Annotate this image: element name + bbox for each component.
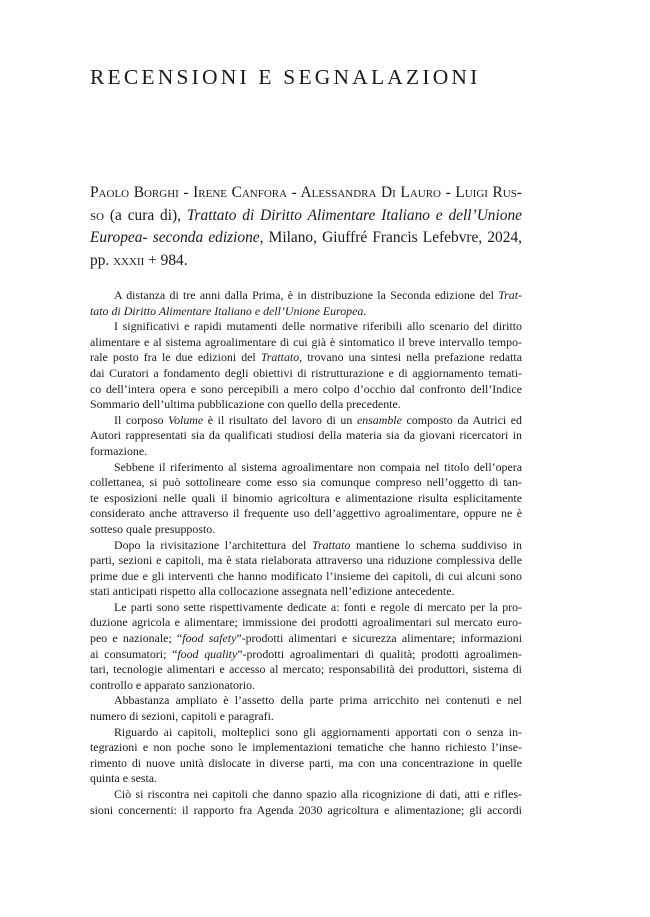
text-segment: numero di sezioni, capitoli e paragrafi. <box>90 709 274 724</box>
text-segment: Sebbene il riferimento al sistema agroalimentare non compaia nel titolo dell’opera <box>114 459 522 474</box>
text-segment: trovano una sintesi nella prefazione redatta <box>302 350 522 365</box>
text-segment: ”-prodotti alimentari e sicurezza alimentare; informazioni <box>236 631 522 646</box>
text-segment: ai consumatori; “ <box>90 646 178 661</box>
text-segment: è il risultato del lavoro di un <box>203 412 357 427</box>
text-line <box>90 397 522 413</box>
italic-text: Trat- <box>498 288 522 302</box>
text-segment: A distanza di tre anni dalla Prima, è in distribuzione la Seconda edizione del <box>114 288 499 302</box>
text-segment: alimentare e al sistema agroalimentare di cui già è sintomatico il breve intervallo tempo- <box>90 334 522 349</box>
italic-text: Volume <box>168 412 204 427</box>
review-body <box>90 288 522 818</box>
text-segment: quinta e sesta. <box>90 771 158 786</box>
italic-text: food safety <box>182 631 237 646</box>
citation-authors-end: so <box>90 206 105 224</box>
citation-pages-prefix: pp. <box>90 251 114 269</box>
text-line <box>90 522 522 538</box>
text-line <box>90 475 522 491</box>
text-segment: rale posto fra le due edizioni del <box>90 350 261 365</box>
text-segment: peo e nazionale; “ <box>90 631 183 646</box>
text-line <box>90 693 522 709</box>
citation-authors: Paolo Borghi - Irene Canfora - Alessandra Di Lauro - Luigi Rus- <box>90 184 522 201</box>
text-segment: tari, tecnologie alimentari e accesso al mercato; responsabilità dei produttori, sistema di <box>90 662 522 677</box>
citation-publication: Milano, Giuffré Francis Lefebvre, 2024, <box>263 229 522 246</box>
text-segment: Le parti sono sette rispettivamente dedicate a: fonti e regole di mercato per la pro- <box>114 599 522 614</box>
italic-text: Trattato <box>312 537 351 552</box>
text-line <box>90 319 522 335</box>
text-line <box>90 631 522 647</box>
text-segment: mantiene lo schema suddiviso in <box>350 537 522 552</box>
text-line <box>90 382 522 398</box>
citation-editors-note: (a cura di), <box>104 206 187 224</box>
text-line <box>90 725 522 741</box>
text-segment: considerato anche attraverso il frequente uso dell’aggettivo agroalimentare, oppure ne è <box>90 506 522 521</box>
text-segment: prime due e gli interventi che hanno modificato l’insieme dei capitoli, di cui alcuni sono <box>90 568 522 583</box>
text-line <box>90 584 522 600</box>
text-segment: co dell’intera opera e sono percepibili a mero colpo d’occhio dal confronto dell’Indice <box>90 381 522 396</box>
citation-title: Trattato di Diritto Alimentare Italiano e dell’Unione <box>186 206 522 224</box>
text-line <box>90 366 522 382</box>
text-segment: parti, sezioni e capitoli, ma è stata rielaborata attraverso una riduzione complessiva delle <box>90 553 522 568</box>
citation-pages-suffix: + 984. <box>144 251 188 269</box>
text-segment: tegrazioni e non poche sono le implementazioni tematiche che hanno richiesto l’inse- <box>90 740 522 755</box>
text-segment: formazione. <box>90 443 148 458</box>
text-segment: sotteso quale presupposto. <box>90 521 216 536</box>
text-line <box>90 709 522 725</box>
text-line <box>90 600 522 616</box>
text-line <box>90 304 522 320</box>
text-segment: collettanea, si può sottolineare come esso sia comunque compreso nell’oggetto di tan- <box>90 475 522 490</box>
text-segment: Dopo la rivisitazione l’architettura del <box>114 537 313 552</box>
italic-text: tato di Diritto Alimentare Italiano e dell’Unione Europea. <box>90 303 367 318</box>
text-line <box>90 350 522 366</box>
text-segment: controllo e apparato sanzionatorio. <box>90 677 256 692</box>
text-segment: Riguardo ai capitoli, molteplici sono gli aggiornamenti apportati con o senza in- <box>114 724 522 739</box>
text-line <box>90 444 522 460</box>
text-line <box>90 335 522 351</box>
italic-text: Trattato, <box>260 350 303 365</box>
italic-text: food quality <box>177 646 238 661</box>
text-line <box>90 428 522 444</box>
text-line <box>90 491 522 507</box>
text-line <box>90 569 522 585</box>
text-segment: dai Curatori a fondamento degli obiettivi di ristrutturazione e di aggiornamento temati- <box>90 365 522 380</box>
citation-title-cont: Europea- seconda edizione, <box>90 229 264 246</box>
text-segment: Sommario dell’ultima pubblicazione con quello della precedente. <box>90 397 401 412</box>
text-segment: te esposizioni nelle quali il binomio agricoltura e alimentazione risulta esplicitamente <box>90 490 522 505</box>
text-line <box>90 538 522 554</box>
text-segment: rimento di nuove unità dislocate in diverse parti, ma con una concentrazione in quelle <box>90 755 522 770</box>
text-line <box>90 615 522 631</box>
text-segment: composto da Autrici ed <box>401 412 522 427</box>
text-line <box>90 506 522 522</box>
text-segment: Il corposo <box>114 412 169 427</box>
section-title: RECENSIONI E SEGNALAZIONI <box>90 65 481 89</box>
text-line <box>90 771 522 787</box>
text-line <box>90 553 522 569</box>
text-line <box>90 740 522 756</box>
italic-text: ensamble <box>356 412 402 427</box>
text-segment: ”-prodotti agroalimentari di qualità; prodotti agroalimen- <box>237 646 522 661</box>
text-line <box>90 803 522 819</box>
text-segment: sioni concernenti: il rapporto fra Agenda 2030 agricoltura e alimentazione; gli accordi <box>90 802 522 817</box>
text-line <box>90 787 522 803</box>
text-segment: Abbastanza ampliato è l’assetto della parte prima arricchito nei contenuti e nel <box>114 693 522 708</box>
text-line <box>90 678 522 694</box>
text-line <box>90 647 522 663</box>
text-segment: stati anticipati rispetto alla collocazione assegnata nell’edizione antecedente. <box>90 584 455 599</box>
text-line <box>90 288 522 304</box>
text-segment: Ciò si riscontra nei capitoli che danno spazio alla ricognizione di dati, atti e rifles- <box>114 787 522 801</box>
text-line <box>90 756 522 772</box>
text-line <box>90 460 522 476</box>
text-line <box>90 662 522 678</box>
text-segment: duzione agricola e alimentare; immissione dei prodotti agroalimentari sul mercato euro- <box>90 615 522 630</box>
citation-pages-roman: xxxii <box>113 251 145 269</box>
text-line <box>90 413 522 429</box>
text-segment: Autori rappresentati sia da qualificati studiosi della materia sia da giovani ricercatori in <box>90 428 522 443</box>
text-segment: I significativi e rapidi mutamenti delle normative riferibili allo scenario del diritto <box>114 319 522 334</box>
book-citation <box>90 182 522 272</box>
